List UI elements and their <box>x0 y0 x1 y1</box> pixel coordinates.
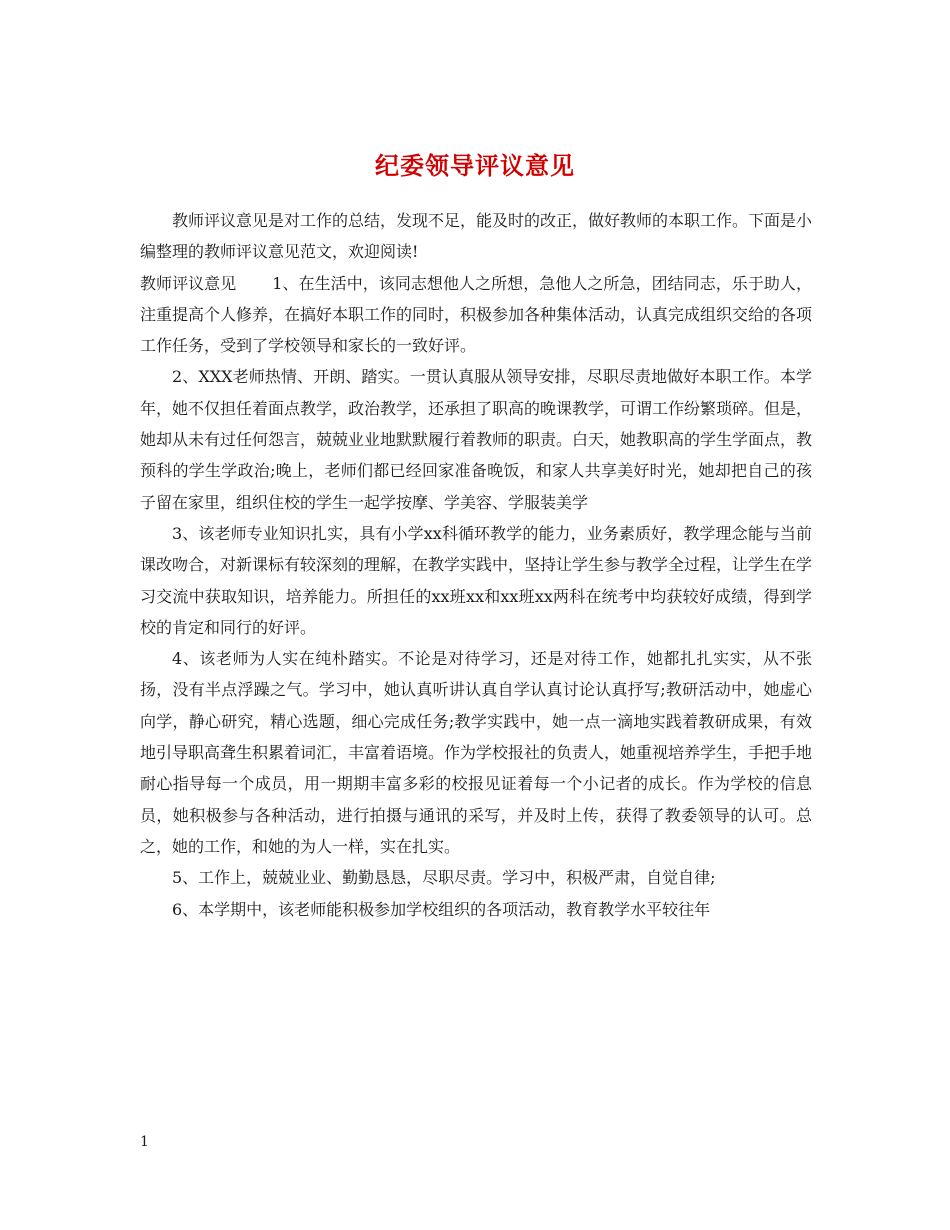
item-paragraph-2: 2、XXX老师热情、开朗、踏实。一贯认真服从领导安排，尽职尽责地做好本职工作。本学年，她不仅担任着面点教学，政治教学，还承担了职高的晚课教学，可谓工作纷繁琐碎。但是，她却从未有过任何怨言，兢兢业业地默默履行着教师的职责。白天，她教职高的学生学面点，教预科的学生学政治;晚上，老师们都已经回家准备晚饭，和家人共享美好时光，她却把自己的孩子留在家里，组织住校的学生一起学按摩、学美容、学服装美学 <box>140 367 813 512</box>
page-number: 1 <box>140 1134 149 1150</box>
item-paragraph-3: 3、该老师专业知识扎实，具有小学xx科循环教学的能力，业务素质好，教学理念能与当前课改吻合，对新课标有较深刻的理解，在教学实践中，坚持让学生参与教学全过程，让学生在学习交流中获取知识，培养能力。所担任的xx班xx和xx班xx两科在统考中均获较好成绩，得到学校的肯定和同行的好评。 <box>140 523 813 637</box>
item-paragraph-5: 5、工作上，兢兢业业、勤勤恳恳，尽职尽责。学习中，积极严肃，自觉自律; <box>172 868 716 888</box>
item-text-1: 1、在生活中，该同志想他人之所想，急他人之所急，团结同志，乐于助人，注重提高个人修养，在搞好本职工作的同时，积极参加各种集体活动，认真完成组织交给的各项工作任务，受到了学校领导和家长的一致好评。 <box>140 273 813 356</box>
item-paragraph-4: 4、该老师为人实在纯朴踏实。不论是对待学习，还是对待工作，她都扎扎实实，从不张扬，没有半点浮躁之气。学习中，她认真听讲认真自学认真讨论认真抒写;教研活动中，她虚心向学，静心研究，精心选题，细心完成任务;教学实践中，她一点一滴地实践着教研成果，有效地引导职高聋生积累着词汇，丰富着语境。作为学校报社的负责人，她重视培养学生，手把手地耐心指导每一个成员，用一期期丰富多彩的校报见证着每一个小记者的成长。作为学校的信息员，她积极参与各种活动，进行拍摄与通讯的采写，并及时上传，获得了教委领导的认可。总之，她的工作，和她的为人一样，实在扎实。 <box>140 649 813 856</box>
section-heading: 教师评议意见 <box>140 273 237 293</box>
intro-paragraph: 教师评议意见是对工作的总结，发现不足，能及时的改正，做好教师的本职工作。下面是小编整理的教师评议意见范文，欢迎阅读! <box>140 211 813 262</box>
document-body <box>140 205 812 925</box>
item-paragraph-6: 6、本学期中，该老师能积极参加学校组织的各项活动，教育教学水平较往年 <box>172 899 711 919</box>
document-title: 纪委领导评议意见 <box>375 152 575 181</box>
item-paragraph-1 <box>140 268 812 362</box>
